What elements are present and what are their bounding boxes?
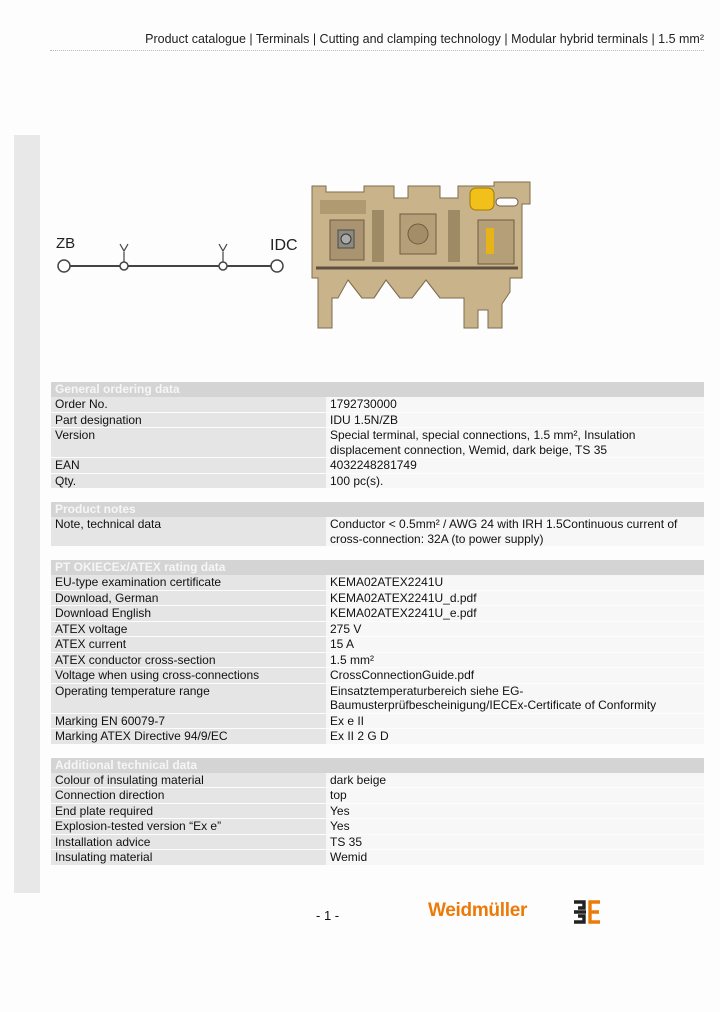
breadcrumb: Product catalogue | Terminals | Cutting and clamping technology | Modular hybrid terminals | 1.5 mm² [145, 32, 704, 46]
schematic-left-terminal [58, 260, 70, 272]
spec-label: ATEX voltage [51, 621, 326, 637]
section-header [51, 560, 704, 575]
spec-value: dark beige [326, 773, 704, 788]
spec-value: 1792730000 [326, 397, 704, 412]
spec-row [51, 788, 704, 804]
spec-row [51, 713, 704, 729]
spec-value: 4032248281749 [326, 458, 704, 474]
spec-label: Marking ATEX Directive 94/9/EC [51, 729, 326, 745]
spec-value: 275 V [326, 621, 704, 637]
spec-value: 1.5 mm² [326, 652, 704, 668]
spec-label: Qty. [51, 473, 326, 489]
spec-value: KEMA02ATEX2241U_d.pdf [326, 590, 704, 606]
spec-row [51, 621, 704, 637]
spec-label: EU-type examination certificate [51, 575, 326, 590]
spec-row [51, 428, 704, 458]
spec-row [51, 773, 704, 788]
section-title: Product notes [51, 502, 704, 517]
spec-row [51, 606, 704, 622]
spec-value: 100 pc(s). [326, 473, 704, 489]
weidmuller-mark-icon [572, 899, 602, 925]
spec-row [51, 637, 704, 653]
spec-label: Version [51, 428, 326, 458]
spec-label: Order No. [51, 397, 326, 412]
spec-label: Colour of insulating material [51, 773, 326, 788]
circuit-schematic [52, 232, 298, 288]
spec-label: Operating temperature range [51, 683, 326, 713]
spec-label: Installation advice [51, 834, 326, 850]
spec-row [51, 668, 704, 684]
spec-label: Download, German [51, 590, 326, 606]
spec-row [51, 850, 704, 866]
spec-value: KEMA02ATEX2241U [326, 575, 704, 590]
spec-row [51, 473, 704, 489]
page-number: - 1 - [316, 908, 340, 923]
spec-label: ATEX conductor cross-section [51, 652, 326, 668]
spec-row [51, 803, 704, 819]
spec-value: top [326, 788, 704, 804]
spec-row [51, 683, 704, 713]
section-header [51, 502, 704, 517]
spec-label: End plate required [51, 803, 326, 819]
specification-table [51, 382, 704, 866]
schematic-node-1 [120, 262, 128, 270]
spec-label: Note, technical data [51, 517, 326, 547]
spec-row [51, 729, 704, 745]
spec-row [51, 652, 704, 668]
spec-label: Download English [51, 606, 326, 622]
left-margin-strip [14, 135, 40, 893]
spec-row [51, 412, 704, 428]
spec-value: KEMA02ATEX2241U_e.pdf [326, 606, 704, 622]
schematic-node-2 [219, 262, 227, 270]
brand-logo: Weidmüller [428, 900, 528, 921]
spec-label: Voltage when using cross-connections [51, 668, 326, 684]
spec-value: Ex e II [326, 713, 704, 729]
spec-row [51, 517, 704, 547]
section-title: Additional technical data [51, 758, 704, 773]
spec-value: Wemid [326, 850, 704, 866]
spec-value: 15 A [326, 637, 704, 653]
spec-value: Yes [326, 803, 704, 819]
spec-value: Conductor < 0.5mm² / AWG 24 with IRH 1.5Continuous current of cross-connection: 32A (to power supply) [326, 517, 704, 547]
section-header [51, 758, 704, 773]
terminal-product-image [308, 180, 544, 332]
spec-value: TS 35 [326, 834, 704, 850]
section-title: General ordering data [51, 382, 704, 397]
spec-label: Insulating material [51, 850, 326, 866]
spec-label: Marking EN 60079-7 [51, 713, 326, 729]
spec-row [51, 458, 704, 474]
spec-label: Part designation [51, 412, 326, 428]
spec-row [51, 575, 704, 590]
schematic-right-terminal [271, 260, 283, 272]
schematic-right-label: IDC [270, 237, 298, 254]
section-spacer [51, 489, 704, 503]
section-title: PT OKIECEx/ATEX rating data [51, 560, 704, 575]
section-spacer [51, 744, 704, 758]
spec-value: Ex II 2 G D [326, 729, 704, 745]
schematic-left-label: ZB [56, 235, 76, 252]
spec-row [51, 819, 704, 835]
section-spacer [51, 547, 704, 561]
spec-value: IDU 1.5N/ZB [326, 412, 704, 428]
spec-label: EAN [51, 458, 326, 474]
spec-label: Connection direction [51, 788, 326, 804]
spec-value: CrossConnectionGuide.pdf [326, 668, 704, 684]
spec-label: ATEX current [51, 637, 326, 653]
spec-row [51, 834, 704, 850]
spec-value: Special terminal, special connections, 1.5 mm², Insulation displacement connection, Wemid, dark beige, TS 35 [326, 428, 704, 458]
spec-row [51, 590, 704, 606]
spec-value: Yes [326, 819, 704, 835]
spec-value: Einsatztemperaturbereich siehe EG-Baumusterprüfbescheinigung/IECEx-Certificate of Conformity [326, 683, 704, 713]
spec-label: Explosion-tested version “Ex e” [51, 819, 326, 835]
spec-row [51, 397, 704, 412]
header-divider [50, 50, 704, 51]
section-header [51, 382, 704, 397]
